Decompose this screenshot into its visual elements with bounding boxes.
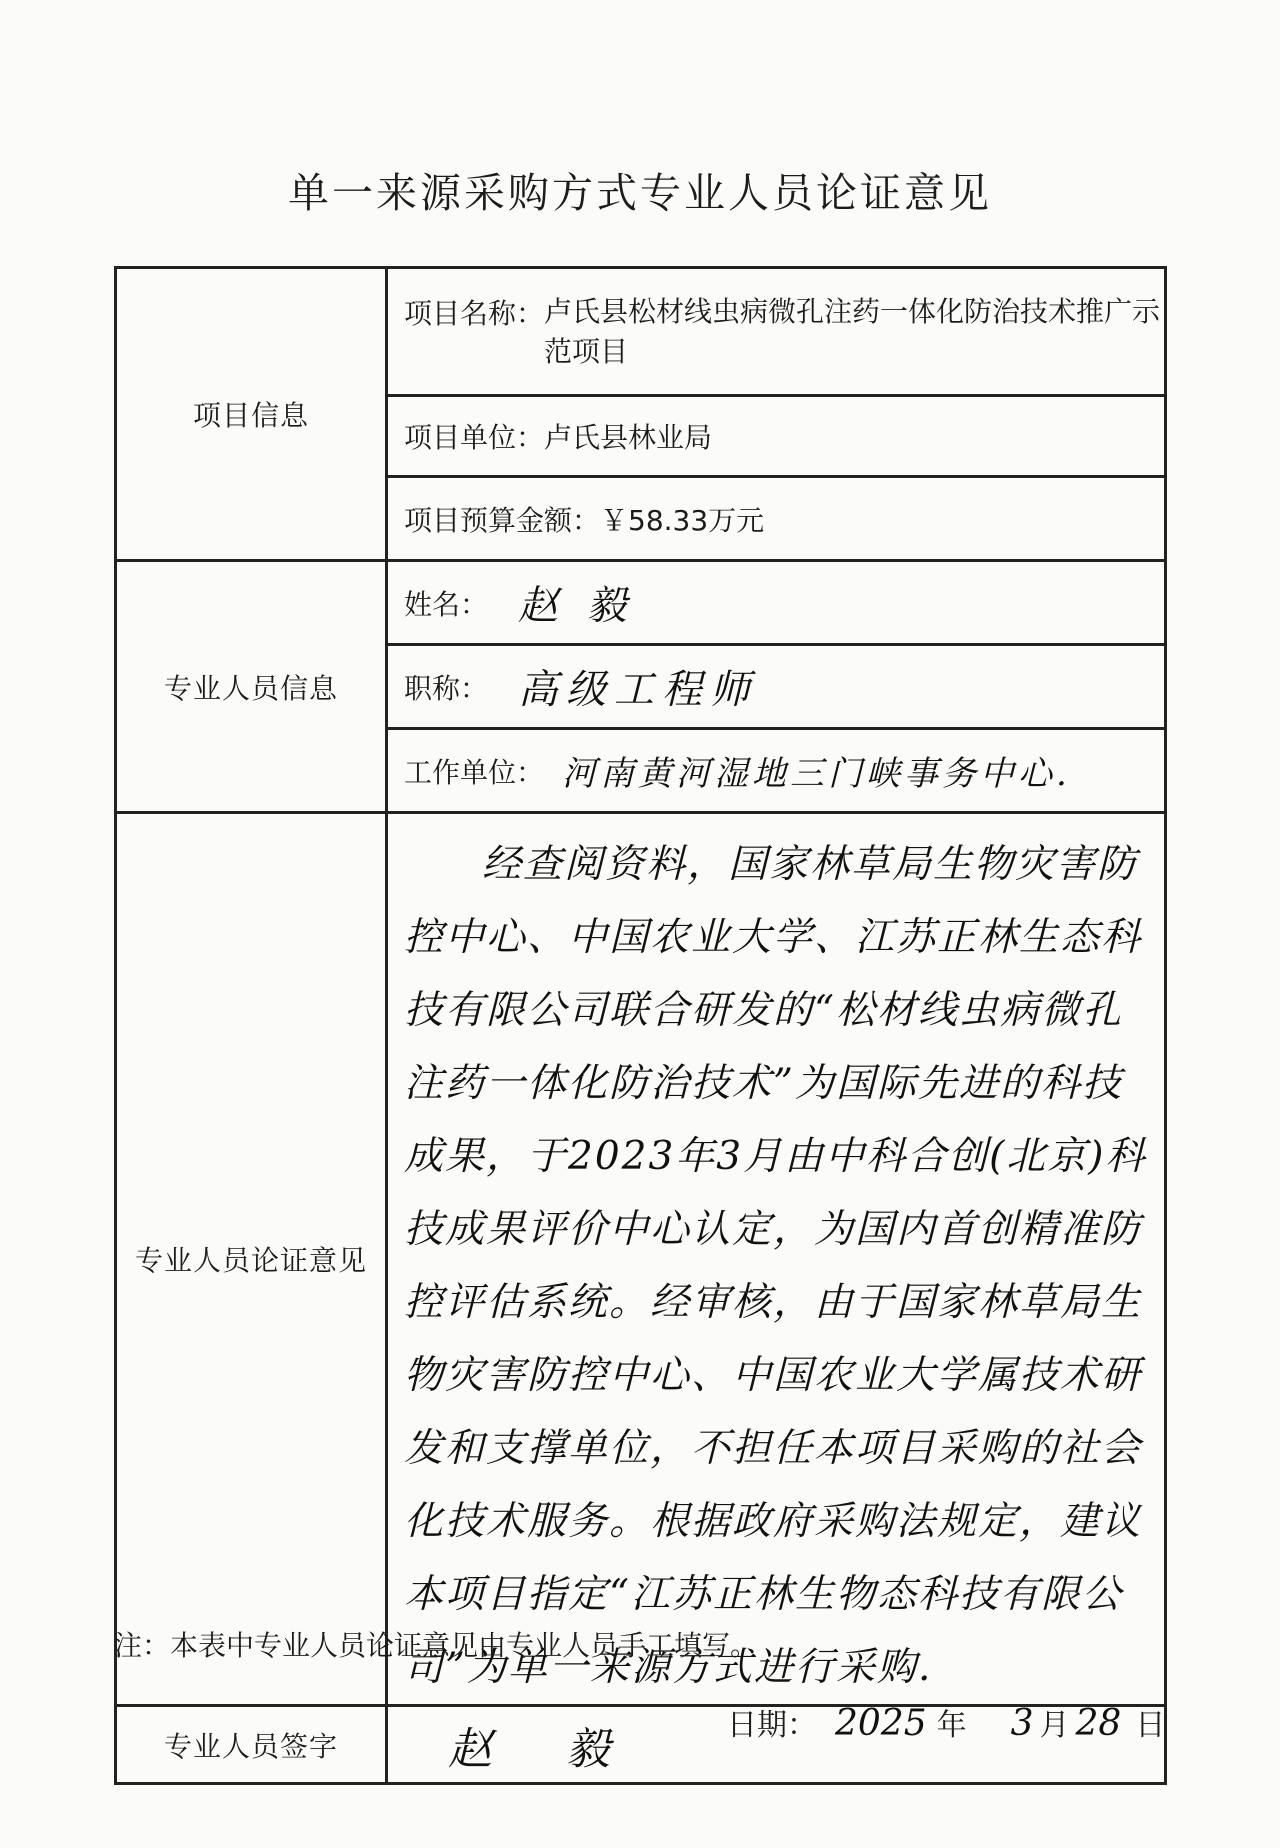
expert-name-label: 姓名： (404, 587, 489, 621)
expert-title-handwritten: 高级工程师 (518, 667, 759, 713)
opinion-cell (387, 813, 1166, 1706)
project-unit-cell (387, 396, 1166, 477)
signature-handwritten: 赵 毅 (448, 1723, 640, 1775)
expert-info-label: 专业人员信息 (116, 561, 387, 813)
project-name-cell (387, 268, 1166, 396)
date-year-handwritten: 2025 (835, 1703, 927, 1744)
project-budget-label: 项目预算金额： (404, 503, 601, 537)
expert-employer-label: 工作单位： (404, 755, 545, 789)
date-line (727, 1700, 1165, 1744)
project-name-label: 项目名称： (404, 296, 545, 330)
project-info-label: 项目信息 (116, 268, 387, 561)
form-table (114, 266, 1167, 1785)
expert-name-cell (387, 561, 1166, 645)
project-budget-value: ￥58.33万元 (600, 503, 765, 537)
project-budget-cell (387, 477, 1166, 561)
expert-name-handwritten: 赵 毅 (518, 583, 635, 629)
opinion-handwritten-text: 经查阅资料，国家林草局生物灾害防控中心、中国农业大学、江苏正林生态科技有限公司联合研发的“松材线虫病微孔注药一体化防治技术”为国际先进的科技成果，于2023年3月由中科合创(北京)科技成果评价中心认定，为国内首创精准防控评估系统。经审核，由于国家林草局生物灾害防控中心、中国农业大学属技术研发和支撑单位，不担任本项目采购的社会化技术服务。根据政府采购法规定，建议本项目指定“江苏正林生物态科技有限公司”为单一来源方式进行采购. (404, 842, 1147, 1690)
expert-employer-cell (387, 729, 1166, 813)
date-year-unit: 年 (936, 1708, 967, 1743)
project-unit-label: 项目单位： (404, 421, 545, 454)
project-unit-value: 卢氏县林业局 (544, 421, 713, 454)
footnote: 注：本表中专业人员论证意见由专业人员手工填写。 (114, 1629, 759, 1662)
date-month-unit: 月 (1039, 1708, 1070, 1743)
expert-title-cell (387, 645, 1166, 729)
project-name-value: 卢氏县松材线虫病微孔注药一体化防治技术推广示范项目 (544, 294, 1161, 368)
opinion-label: 专业人员论证意见 (116, 813, 387, 1706)
date-day-handwritten: 28 (1075, 1703, 1122, 1744)
expert-employer-handwritten: 河南黄河湿地三门峡事务中心. (562, 754, 1071, 794)
date-label: 日期： (727, 1708, 817, 1743)
date-month-handwritten: 3 (1010, 1703, 1034, 1744)
date-day-unit: 日 (1135, 1708, 1166, 1743)
document-title: 单一来源采购方式专业人员论证意见 (288, 169, 992, 217)
signature-label: 专业人员签字 (116, 1706, 387, 1784)
expert-title-label: 职称： (404, 671, 489, 705)
